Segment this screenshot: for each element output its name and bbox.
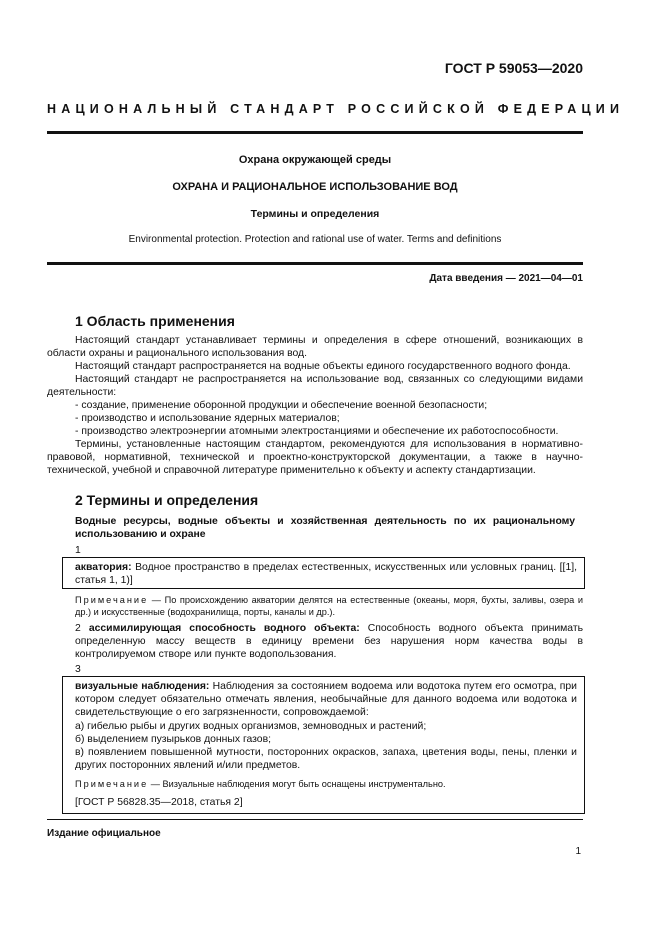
mid-rule xyxy=(47,262,583,265)
introduction-date: Дата введения — 2021—04—01 xyxy=(429,273,583,284)
term-2-term: ассимилирующая способность водного объекта: xyxy=(88,623,360,634)
note-3-label: Примечание xyxy=(75,779,149,789)
subtitle: Термины и определения xyxy=(250,208,380,220)
term-3-item-b: б) выделением пузырьков донных газов; xyxy=(75,734,271,745)
note-1-label: Примечание xyxy=(75,595,149,605)
term-1-entry xyxy=(75,561,577,587)
section-1-heading: 1 Область применения xyxy=(75,313,235,329)
subject-title: Охрана окружающей среды xyxy=(238,154,392,166)
term-1-term: акватория: xyxy=(75,562,132,573)
note-1-text: — По происхождению акватории делятся на естественные (океаны, моря, бухты, заливы, озера и др.) и искусственные (водохранилища, порты, каналы и др.). xyxy=(75,595,583,617)
page-number: 1 xyxy=(575,846,581,857)
note-3-text: — Визуальные наблюдения могут быть оснащены инструментально. xyxy=(148,779,446,789)
bottom-rule xyxy=(47,819,583,820)
term-3-reference: [ГОСТ Р 56828.35—2018, статья 2] xyxy=(75,797,243,808)
term-3-item-c: в) появлением повышенной мутности, посторонних окрасков, запаха, цветения воды, пены, пленки и других посторонних явлений и/или предметов. xyxy=(75,747,577,771)
main-title: ОХРАНА И РАЦИОНАЛЬНОЕ ИСПОЛЬЗОВАНИЕ ВОД xyxy=(172,181,458,193)
section-2-subheading: Водные ресурсы, водные объекты и хозяйственная деятельность по их рациональному использованию и охране xyxy=(75,516,575,540)
term-3-definition: Наблюдения за состоянием водоема или водотока путем его осмотра, при котором следует обязательно отмечать явления, необычайные для данного водоема или водотока и свидетельствующие о его загрязненности, сопровождаемой: xyxy=(75,681,577,718)
scope-bullet-2: - производство и использование ядерных материалов; xyxy=(75,413,340,424)
scope-paragraph-3: Настоящий стандарт не распространяется на использование вод, связанных со следующими видами деятельности: xyxy=(47,374,583,398)
term-3-entry xyxy=(75,680,577,719)
document-code: ГОСТ Р 59053—2020 xyxy=(444,60,583,76)
top-rule xyxy=(47,131,583,134)
term-2-entry xyxy=(75,622,583,661)
scope-paragraph-2: Настоящий стандарт распространяется на водные объекты единого государственного водного фонда. xyxy=(75,361,571,372)
term-3-item-a: а) гибелью рыбы и других водных организмов, земноводных и растений; xyxy=(75,721,427,732)
scope-paragraph-4: Термины, установленные настоящим стандартом, рекомендуются для использования в нормативно-правовой, нормативной, технической и проектно-конструкторской документации, а также в научно-технической, учебной и справочной литературе применительно к объекту и аспекту стандартизации. xyxy=(47,439,583,476)
official-edition-label: Издание официальное xyxy=(47,828,161,839)
term-3-number: 3 xyxy=(75,664,81,675)
note-3 xyxy=(75,778,577,790)
note-1 xyxy=(75,594,583,618)
scope-bullet-3: - производство электроэнергии атомными электростанциями и обеспечение их работоспособности. xyxy=(75,426,559,437)
national-standard-title: НАЦИОНАЛЬНЫЙ СТАНДАРТ РОССИЙСКОЙ ФЕДЕРАЦИИ xyxy=(47,102,625,116)
section-2-heading: 2 Термины и определения xyxy=(75,492,259,508)
term-1-number: 1 xyxy=(75,545,81,556)
term-2-definition: Способность водного объекта принимать определенную массу веществ в единицу времени без нарушения норм качества воды в контролируемом створе или пункте водопользования. xyxy=(75,623,583,660)
english-title: Environmental protection. Protection and rational use of water. Terms and definitions xyxy=(128,234,502,245)
scope-bullet-1: - создание, применение оборонной продукции и обеспечение военной безопасности; xyxy=(75,400,488,411)
scope-paragraph-1: Настоящий стандарт устанавливает термины и определения в сфере отношений, возникающих в области охраны и рационального использования вод. xyxy=(47,335,583,359)
term-1-definition: Водное пространство в пределах естественных, искусственных или условных границ. [[1], статья 1, 1)] xyxy=(75,562,577,586)
term-3-term: визуальные наблюдения: xyxy=(75,681,210,692)
term-2-number: 2 xyxy=(75,623,89,634)
